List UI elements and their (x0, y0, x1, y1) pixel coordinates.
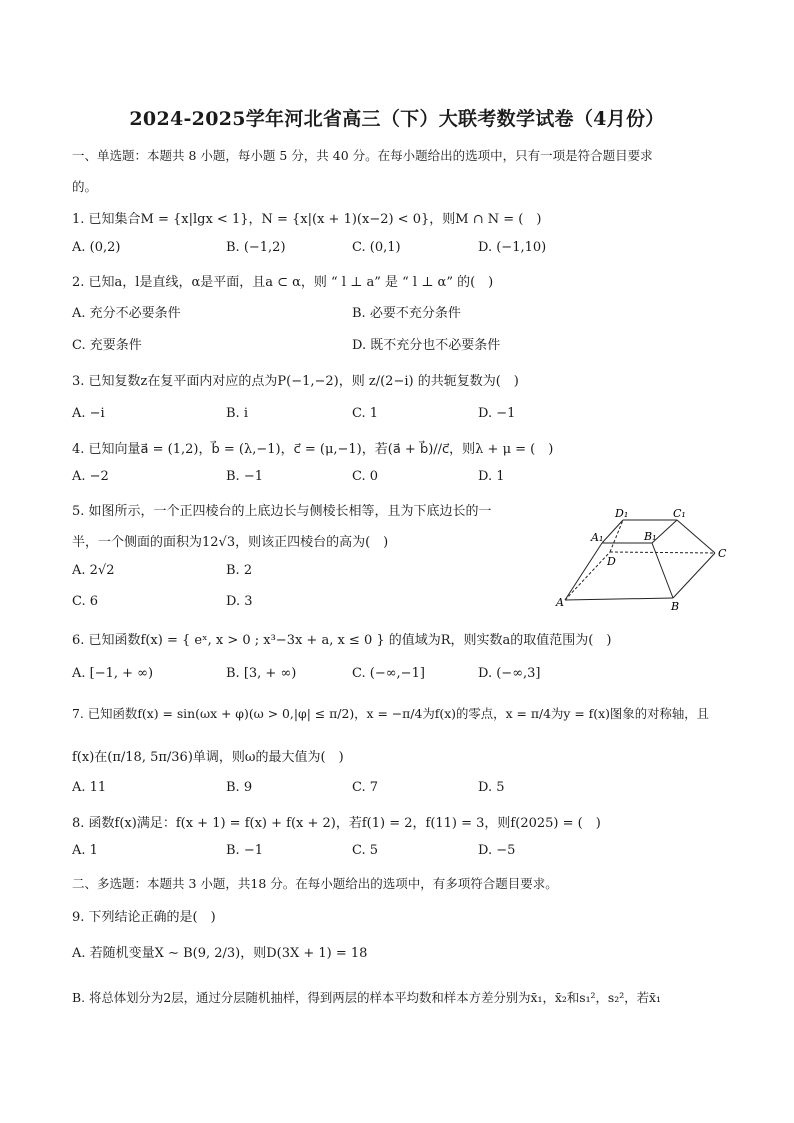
question-2-option-c: C. 充要条件 (72, 338, 142, 353)
frustum-figure (555, 500, 735, 615)
question-4-option-a: A. −2 (72, 469, 109, 484)
question-8-option-d: D. −5 (478, 843, 516, 858)
label-c: C (718, 547, 727, 560)
edge-bb1 (652, 543, 673, 598)
edge-ab (565, 598, 673, 600)
question-1-stem: 1. 已知集合M = {x|lgx < 1}，N = {x|(x + 1)(x−2) < 0}，则M ∩ N = ( ) (72, 212, 542, 227)
question-5-stem: 5. 如图所示，一个正四棱台的上底边长与侧棱长相等，且为下底边长的一 (72, 504, 492, 519)
edge-dd1 (610, 520, 623, 552)
edge-aa1 (565, 543, 602, 600)
question-3-option-d: D. −1 (478, 406, 516, 421)
section1-heading-cont: 的。 (72, 179, 98, 194)
question-1-option-d: D. (−1,10) (478, 240, 547, 255)
question-8-option-b: B. −1 (226, 843, 263, 858)
question-1-option-a: A. (0,2) (72, 240, 121, 255)
edge-a1d1 (602, 520, 623, 543)
label-b1: B₁ (644, 530, 657, 543)
question-7-stem-cont: f(x)在(π/18, 5π/36)单调，则ω的最大值为( ) (72, 750, 344, 765)
label-a: A (556, 596, 564, 609)
page-title: 2024-2025学年河北省高三（下）大联考数学试卷（4月份） (129, 108, 665, 130)
question-6-stem: 6. 已知函数f(x) = { eˣ, x > 0 ; x³−3x + a, x ≤ 0 } 的值域为R，则实数a的取值范围为( ) (72, 633, 612, 648)
question-6-option-d: D. (−∞,3] (478, 666, 541, 681)
question-8-option-c: C. 5 (352, 843, 379, 858)
question-1-option-c: C. (0,1) (352, 240, 401, 255)
question-7-option-a: A. 11 (72, 780, 107, 795)
question-9-stem: 9. 下列结论正确的是( ) (72, 910, 216, 925)
edge-ad (565, 552, 610, 600)
question-8-option-a: A. 1 (72, 843, 98, 858)
edge-cc1 (677, 520, 715, 553)
question-4-option-c: C. 0 (352, 469, 379, 484)
question-2-option-d: D. 既不充分也不必要条件 (352, 338, 501, 353)
question-1-option-b: B. (−1,2) (226, 240, 286, 255)
label-d: D (607, 555, 616, 568)
question-7-stem: 7. 已知函数f(x) = sin(ωx + φ)(ω > 0,|φ| ≤ π/2)，x = −π/4为f(x)的零点，x = π/4为y = f(x)图象的对称轴，且 (72, 706, 710, 721)
question-4-option-b: B. −1 (226, 469, 263, 484)
question-2-stem: 2. 已知a，l是直线，α是平面，且a ⊂ α，则 “ l ⊥ a” 是 “ l ⊥ α” 的( ) (72, 275, 494, 290)
question-2-option-a: A. 充分不必要条件 (72, 306, 181, 321)
question-6-option-c: C. (−∞,−1] (352, 666, 425, 681)
label-a1: A₁ (591, 531, 604, 544)
edge-dc (610, 552, 715, 553)
question-5-stem-cont: 半，一个侧面的面积为12√3，则该正四棱台的高为( ) (72, 535, 389, 550)
question-8-stem: 8. 函数f(x)满足：f(x + 1) = f(x) + f(x + 2)，若f(1) = 2，f(11) = 3，则f(2025) = ( ) (72, 816, 601, 831)
question-3-stem: 3. 已知复数z在复平面内对应的点为P(−1,−2)，则 z/(2−i) 的共轭复数为( ) (72, 374, 519, 389)
question-7-option-b: B. 9 (226, 780, 253, 795)
question-5-option-b: B. 2 (226, 563, 253, 578)
label-d1: D₁ (615, 507, 629, 520)
question-3-option-c: C. 1 (352, 406, 379, 421)
section1-heading: 一、单选题：本题共 8 小题，每小题 5 分，共 40 分。在每小题给出的选项中，只有一项是符合题目要求 (72, 148, 653, 163)
question-5-option-c: C. 6 (72, 594, 99, 609)
question-5-option-d: D. 3 (226, 594, 253, 609)
question-9-option-b: B. 将总体划分为2层，通过分层随机抽样，得到两层的样本平均数和样本方差分别为x̄₁，x̄₂和s₁²，s₂²，若x̄₁ (72, 990, 661, 1005)
question-5-option-a: A. 2√2 (72, 563, 115, 578)
question-4-option-d: D. 1 (478, 469, 505, 484)
section2-heading: 二、多选题：本题共 3 小题，共18 分。在每小题给出的选项中，有多项符合题目要求。 (72, 876, 558, 891)
question-6-option-a: A. [−1, + ∞) (72, 666, 154, 681)
question-3-option-a: A. −i (72, 406, 105, 421)
question-7-option-c: C. 7 (352, 780, 379, 795)
question-2-option-b: B. 必要不充分条件 (352, 306, 461, 321)
edge-bc (673, 553, 715, 598)
question-4-stem: 4. 已知向量a⃗ = (1,2)，b⃗ = (λ,−1)，c⃗ = (μ,−1)，若(a⃗ + b⃗)//c⃗，则λ + μ = ( ) (72, 442, 554, 457)
question-9-option-a: A. 若随机变量X ∼ B(9, 2/3)，则D(3X + 1) = 18 (72, 946, 368, 961)
question-3-option-b: B. i (226, 406, 248, 421)
label-b: B (671, 600, 680, 613)
question-7-option-d: D. 5 (478, 780, 505, 795)
question-6-option-b: B. [3, + ∞) (226, 666, 297, 681)
label-c1: C₁ (673, 507, 686, 520)
